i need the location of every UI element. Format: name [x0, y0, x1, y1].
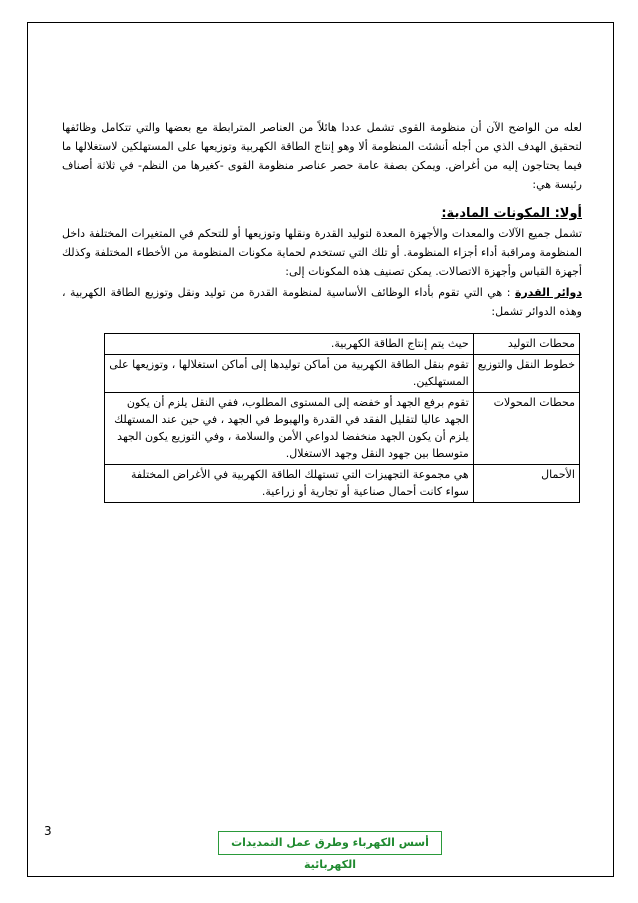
table-cell-description: حيث يتم إنتاج الطاقة الكهربية. [105, 334, 474, 355]
footer-title: أسس الكهرباء وطرق عمل التمديدات الكهربائية [218, 831, 442, 855]
table-row [105, 334, 580, 355]
power-circuits-term: دوائر القدرة [514, 286, 582, 299]
document-body [62, 118, 582, 503]
components-table [104, 333, 580, 503]
power-circuits-text: : هي التي تقوم بأداء الوظائف الأساسية لمنظومة القدرة من توليد ونقل وتوزيع الطاقة الكهربية ، وهذه الدوائر تشمل: [62, 286, 582, 318]
table-cell-description: تقوم برفع الجهد أو خفضه إلى المستوى المطلوب، ففي النقل يلزم أن يكون الجهد عاليا لتقليل الفقد في القدرة والهبوط في الجهد ، في حين عند المستهلك يلزم أن يكون الجهد منخفضا لدواعي الأمن والسلامة ، وفي التوزيع يكون الجهد متوسطا بين جهود النقل وجهد الاستغلال. [105, 393, 474, 465]
section-paragraph: تشمل جميع الآلات والمعدات والأجهزة المعدة لتوليد القدرة ونقلها وتوزيعها أو للتحكم في المتغيرات المختلفة داخل المنظومة ومراقبة أداء أجزاء المنظومة. أو تلك التي تستخدم لحماية مكونات المنظومة من الأخطاء المختلفة وكذلك أجهزة القياس وأجهزة الاتصالات. يمكن تصنيف هذه المكونات إلى: [62, 227, 582, 278]
table-cell-term: محطات التوليد [473, 334, 579, 355]
table-cell-description: تقوم بنقل الطاقة الكهربية من أماكن توليدها إلى أماكن استغلالها ، وتوزيعها على المستهلكين. [105, 355, 474, 393]
intro-paragraph: لعله من الواضح الآن أن منظومة القوى تشمل عددا هائلاً من العناصر المترابطة مع بعضها والتي تتكامل وظائفها لتحقيق الهدف الذي من أجله أنشئت المنظومة ألا وهو إنتاج الطاقة الكهربية وتوزيعها على المستهلكين لاستغلالها ما فيما يحتاجون إليه من أغراض. ويمكن بصفة عامة حصر عناصر منظومة القوى -كغيرها من النظم- في ثلاثة أصناف رئيسة هي: [62, 121, 582, 191]
table-row [105, 355, 580, 393]
power-circuits-paragraph [62, 283, 582, 321]
table-row [105, 465, 580, 503]
table-cell-term: الأحمال [473, 465, 579, 503]
section-heading: أولا: المكونات المادية: [441, 206, 582, 221]
table-cell-term: محطات المحولات [473, 393, 579, 465]
table-cell-term: خطوط النقل والتوزيع [473, 355, 579, 393]
table-row [105, 393, 580, 465]
table-cell-description: هي مجموعة التجهيزات التي تستهلك الطاقة الكهربية في الأغراض المختلفة سواء كانت أحمال صناعية أو تجارية أو زراعية. [105, 465, 474, 503]
page-number: 3 [44, 824, 52, 838]
